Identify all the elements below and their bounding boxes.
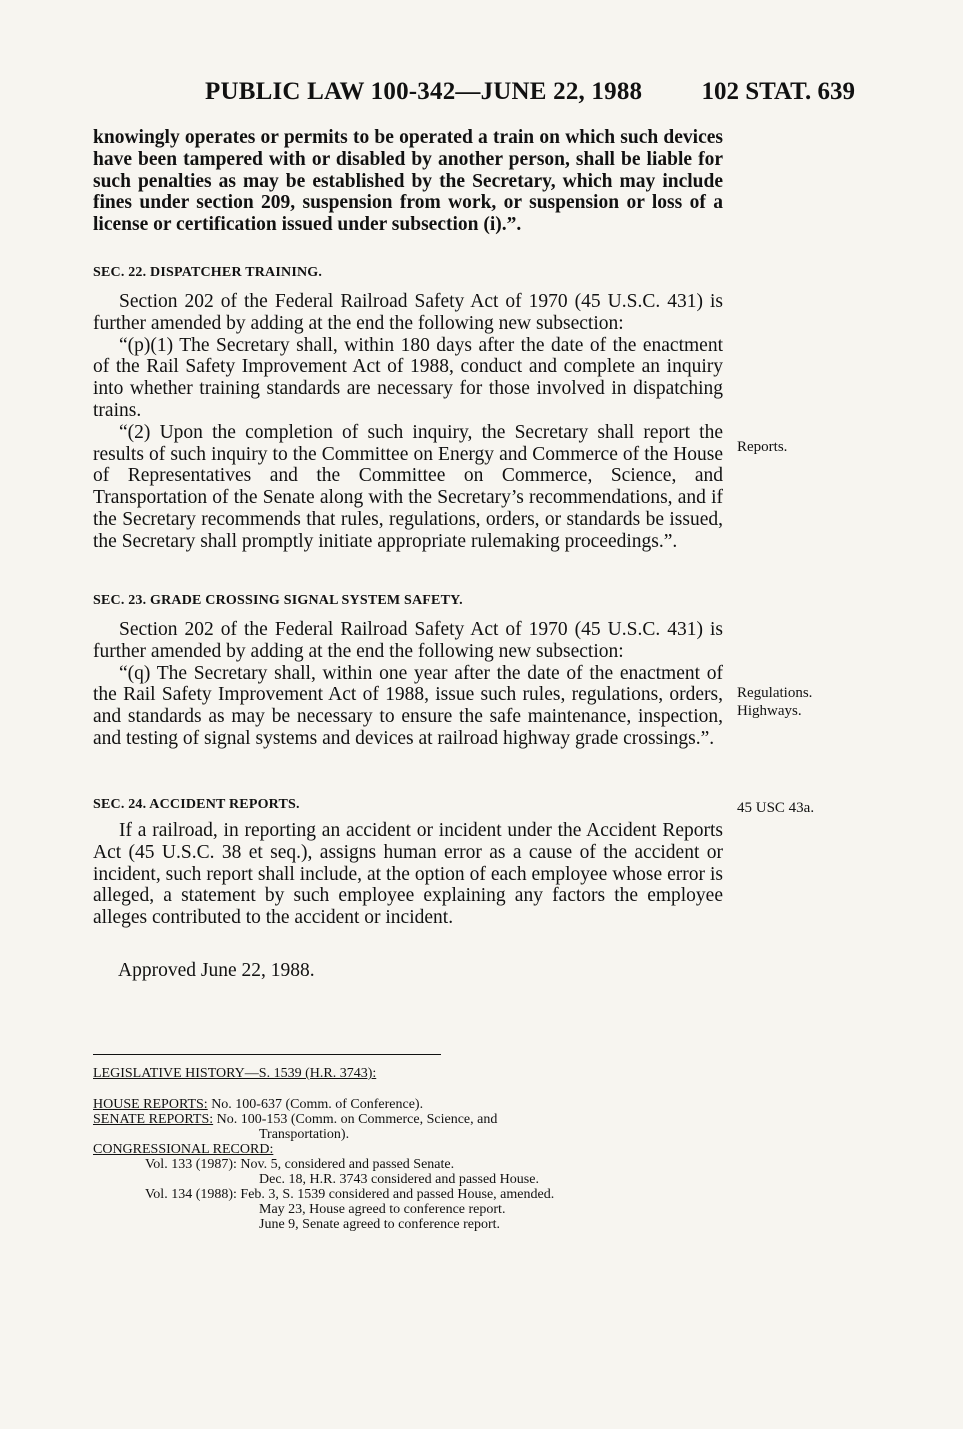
section-heading: SEC. 23. GRADE CROSSING SIGNAL SYSTEM SAFETY. bbox=[93, 593, 463, 608]
section-paragraph: If a railroad, in reporting an accident or incident under the Accident Reports Act (45 U.S.C. 38 et seq.), assigns human error as a cause of the accident or incident, such report shall include, at the option of each employee whose error is alleged, a statement by such employee explaining any factors the employee alleges contributed to the accident or incident. bbox=[93, 820, 723, 929]
margin-note-usc: 45 USC 43a. bbox=[737, 800, 815, 816]
house-reports-line: HOUSE REPORTS: No. 100-637 (Comm. of Conference). bbox=[93, 1097, 424, 1112]
margin-note-regulations: Regulations. bbox=[737, 685, 813, 701]
vol134-line: Vol. 134 (1988): Feb. 3, S. 1539 considered and passed House, amended. bbox=[145, 1187, 555, 1202]
senate-reports-continuation: Transportation). bbox=[259, 1127, 350, 1142]
section-heading: SEC. 22. DISPATCHER TRAINING. bbox=[93, 265, 323, 280]
section-24 bbox=[93, 797, 723, 813]
legislative-history-title: LEGISLATIVE HISTORY—S. 1539 (H.R. 3743): bbox=[93, 1066, 377, 1081]
vol133-line2: Dec. 18, H.R. 3743 considered and passed House. bbox=[259, 1172, 539, 1187]
congressional-record-label: CONGRESSIONAL RECORD: bbox=[93, 1142, 274, 1157]
vol133-line: Vol. 133 (1987): Nov. 5, considered and passed Senate. bbox=[145, 1157, 455, 1172]
approval-date: Approved June 22, 1988. bbox=[118, 960, 315, 981]
stat-page-number: 102 STAT. 639 bbox=[701, 78, 855, 105]
section-23 bbox=[93, 593, 723, 609]
page-title: PUBLIC LAW 100-342—JUNE 22, 1988 bbox=[205, 78, 643, 105]
subsection-paragraph: “(p)(1) The Secretary shall, within 180 days after the date of the enactment of the Rail Safety Improvement Act of 1988, conduct and complete an inquiry into whether training standards are necessary for those involved in dispatching trains. bbox=[93, 334, 723, 421]
senate-reports-line: SENATE REPORTS: No. 100-153 (Comm. on Commerce, Science, and bbox=[93, 1112, 498, 1127]
margin-note-reports: Reports. bbox=[737, 439, 788, 455]
section-23-body bbox=[93, 619, 723, 750]
continuation-block bbox=[93, 127, 723, 236]
section-22-body bbox=[93, 291, 723, 553]
vol134-line3: June 9, Senate agreed to conference report. bbox=[259, 1217, 500, 1232]
vol134-line2: May 23, House agreed to conference report. bbox=[259, 1202, 506, 1217]
section-24-body bbox=[93, 820, 723, 929]
section-intro: Section 202 of the Federal Railroad Safety Act of 1970 (45 U.S.C. 431) is further amended by adding at the end the following new subsection: bbox=[93, 291, 723, 334]
footnote-rule bbox=[93, 1054, 441, 1055]
section-22 bbox=[93, 265, 723, 281]
section-heading: SEC. 24. ACCIDENT REPORTS. bbox=[93, 797, 300, 812]
continuation-paragraph: knowingly operates or permits to be operated a train on which such devices have been tampered with or disabled by another person, shall be liable for such penalties as may be established by the Secretary, which may include fines under section 209, suspension from work, or suspension or loss of a license or certification issued under subsection (i).”. bbox=[93, 127, 723, 236]
subsection-paragraph: “(2) Upon the completion of such inquiry, the Secretary shall report the results of such inquiry to the Committee on Energy and Commerce of the House of Representatives and the Committee on Commerce, Science, and Transportation of the Senate along with the Secretary’s recommendations, and if the Secretary recommends that rules, regulations, orders, or standards be issued, the Secretary shall promptly initiate appropriate rulemaking proceedings.”. bbox=[93, 421, 723, 552]
margin-note-highways: Highways. bbox=[737, 703, 802, 719]
running-head bbox=[95, 78, 855, 118]
section-intro: Section 202 of the Federal Railroad Safety Act of 1970 (45 U.S.C. 431) is further amended by adding at the end the following new subsection: bbox=[93, 619, 723, 662]
subsection-paragraph: “(q) The Secretary shall, within one year after the date of the enactment of the Rail Safety Improvement Act of 1988, issue such rules, regulations, orders, and standards as may be necessary to ensure the safe maintenance, inspection, and testing of signal systems and devices at railroad highway grade crossings.”. bbox=[93, 662, 723, 749]
